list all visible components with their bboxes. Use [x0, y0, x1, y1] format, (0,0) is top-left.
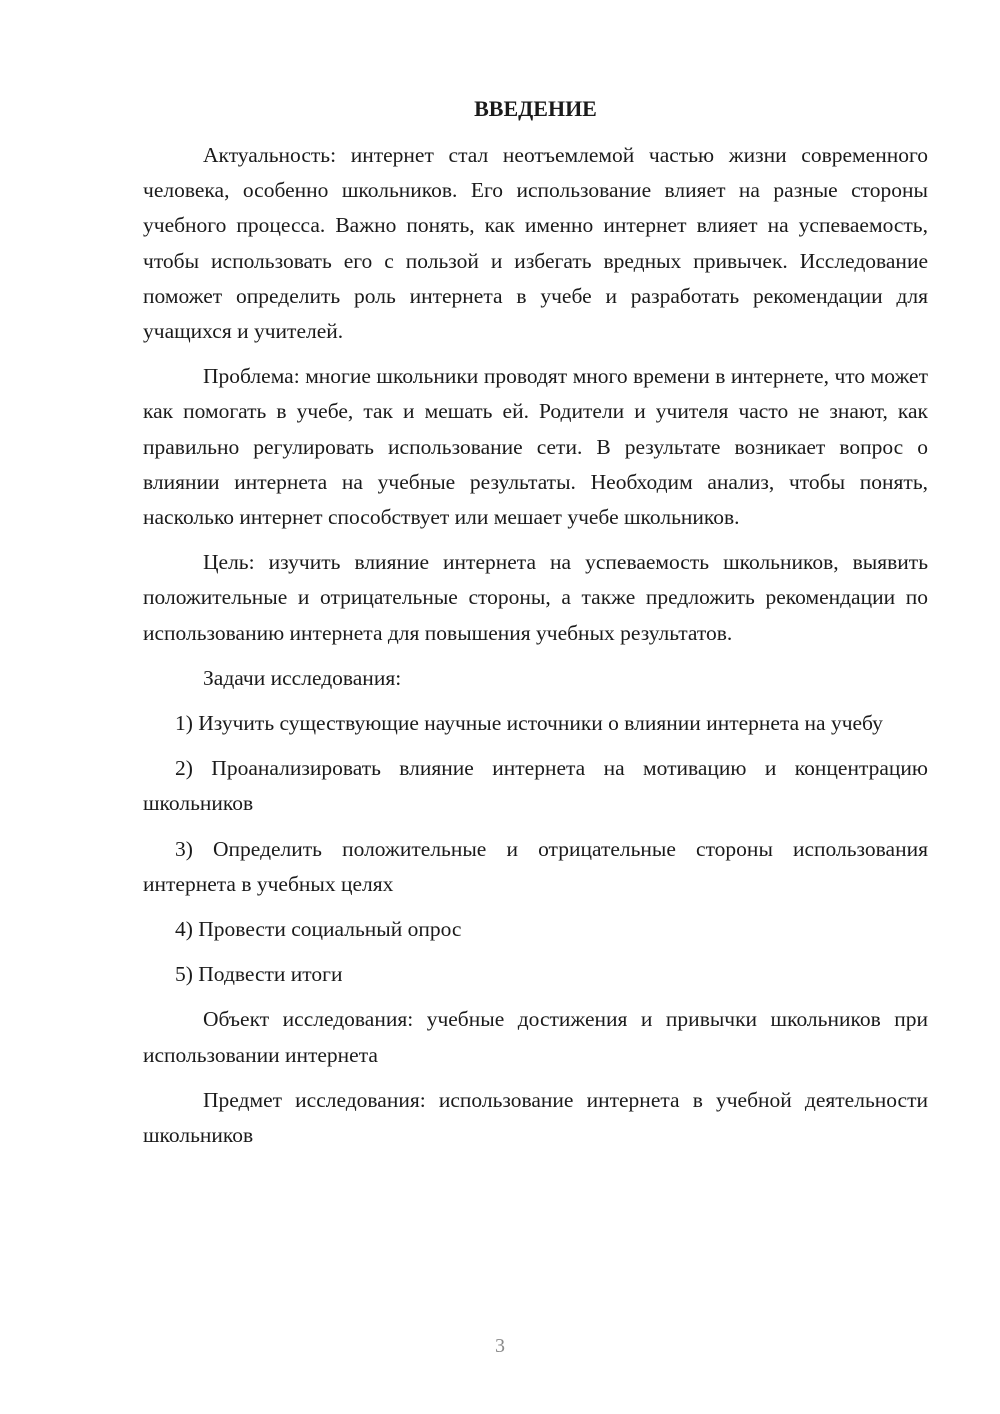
task-item-3: 3) Определить положительные и отрицательные стороны использования интернета в учебных целях [143, 836, 928, 896]
task-item-1: 1) Изучить существующие научные источники о влиянии интернета на учебу [175, 711, 883, 736]
paragraph-object: Объект исследования: учебные достижения и привычки школьников при использовании интернета [143, 1007, 928, 1067]
document-page [143, 94, 928, 1153]
paragraph-goal: Цель: изучить влияние интернета на успеваемость школьников, выявить положительные и отрицательные стороны, а также предложить рекомендации по использованию интернета для повышения учебных результатов. [143, 550, 928, 645]
task-item-2: 2) Проанализировать влияние интернета на мотивацию и концентрацию школьников [143, 756, 928, 816]
section-title: ВВЕДЕНИЕ [474, 96, 597, 121]
task-item-4: 4) Провести социальный опрос [175, 917, 462, 942]
tasks-heading: Задачи исследования: [203, 665, 402, 690]
task-item-5: 5) Подвести итоги [175, 962, 343, 987]
page-number: 3 [495, 1335, 505, 1357]
paragraph-subject: Предмет исследования: использование интернета в учебной деятельности школьников [143, 1087, 928, 1148]
paragraph-relevance: Актуальность: интернет стал неотъемлемой частью жизни современного человека, особенно школьников. Его использование влияет на разные стороны учебного процесса. Важно понять, как именно интернет влияет на успеваемость, чтобы использовать его с пользой и избегать вредных привычек. Исследование поможет определить роль интернета в учебе и разработать рекомендации для учащихся и учителей. [143, 143, 928, 344]
paragraph-problem: Проблема: многие школьники проводят много времени в интернете, что может как помогать в учебе, так и мешать ей. Родители и учителя часто не знают, как правильно регулировать использование сети. В результате возникает вопрос о влиянии интернета на учебные результаты. Необходим анализ, чтобы понять, насколько интернет способствует или мешает учебе школьников. [143, 364, 928, 530]
